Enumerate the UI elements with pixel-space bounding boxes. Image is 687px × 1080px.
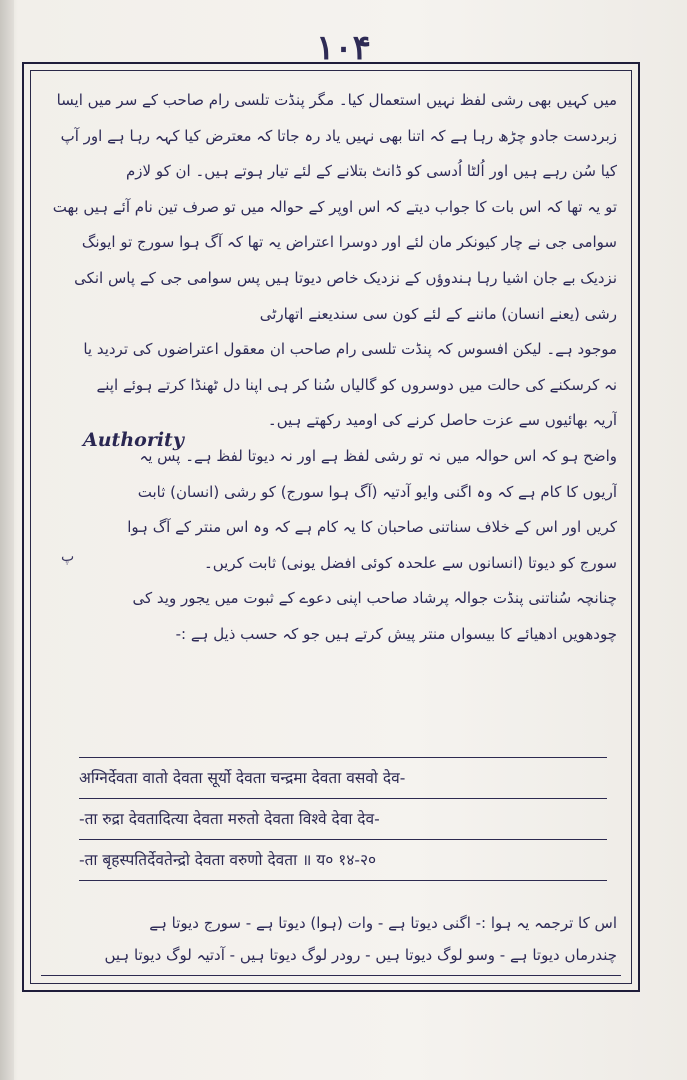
text-frame <box>22 62 640 992</box>
text-frame-inner <box>30 70 632 984</box>
verse-line: -ता बृहस्पतिर्देवतेन्द्रो देवता वरुणो देवता ॥ य० १४-२० <box>79 840 607 881</box>
translation-line: اس کا ترجمہ یہ ہوا :- اگنی دیوتا ہے - وات (ہوا) دیوتا ہے - سورج دیوتا ہے <box>149 914 617 932</box>
translation-text <box>51 907 617 971</box>
authority-margin-word: Authority <box>83 429 184 451</box>
body-line: چنانچہ سُناتنی پنڈت جوالہ پرشاد صاحب اپنی دعوے کے ثبوت میں یجور وید کی <box>132 589 617 608</box>
urdu-body-text <box>49 83 617 653</box>
page-number: ۱۰۴ <box>316 28 371 68</box>
body-line: چودھویں ادھیائے کا بیسواں منتر پیش کرتے ہیں جو کہ حسب ذیل ہے :- <box>175 624 617 643</box>
verse-line: -ता रुद्रा देवतादित्या देवता मरुतो देवता विश्वे देवा देव- <box>79 799 607 840</box>
body-line: رشی (یعنے انسان) ماننے کے لئے کون سی سندیعنے اتھارٹی <box>259 304 617 323</box>
body-line: کریں اور اس کے خلاف سناتنی صاحبان کا یہ کام ہے کہ وہ اس منتر کے آگ ہوا <box>127 518 617 537</box>
verse-line: अग्निर्देवता वातो देवता सूर्यो देवता चन्द्रमा देवता वसवो देव- <box>79 757 607 799</box>
body-line: نزدیک بے جان اشیا رہا ہندوؤں کے نزدیک خاص دیوتا ہیں پس سوامی جی کے پاس انکی <box>74 268 617 287</box>
margin-mark: پ <box>61 549 75 565</box>
body-line: کیا سُن رہے ہیں اور اُلٹا اُدسی کو ڈانٹ بتلانے کے لئے تیار ہوتے ہیں۔ ان کو لازم <box>125 162 617 181</box>
body-line: تو یہ تھا کہ اس بات کا جواب دیتے کہ اس اوپر کے حوالہ میں تو صرف تین نام آئے ہیں بھت <box>52 197 617 216</box>
body-line: میں کہیں بھی رشی لفظ نہیں استعمال کیا۔ مگر پنڈت تلسی رام صاحب کے سر میں ایسا <box>56 91 617 109</box>
translation-line: چندرماں دیوتا ہے - وسو لوگ دیوتا ہیں - رودر لوگ دیوتا ہیں - آدتیہ لوگ دیوتا ہیں <box>104 946 617 964</box>
body-line: واضح ہو کہ اس حوالہ میں نہ تو رشی لفظ ہے اور نہ دیوتا لفظ ہے۔ پس یہ <box>139 446 617 465</box>
page-binding-edge <box>0 0 14 1080</box>
body-line: آریوں کا کام ہے کہ وہ اگنی وایو آدتیہ (آگ ہوا سورج) کو رشی (انسان) ثابت <box>137 482 617 501</box>
sanskrit-verse <box>79 757 607 881</box>
body-line: سورج کو دیوتا (انسانوں سے علحدہ کوئی افضل یونی) ثابت کریں۔ <box>203 553 617 572</box>
body-line: سوامی جی نے چار کیونکر مان لئے اور دوسرا اعتراض یہ تھا کہ آگ ہوا سورج تو ایونگ <box>81 233 617 252</box>
body-line: آریہ بھائیوں سے عزت حاصل کرنے کی اومید رکھتے ہیں۔ <box>267 411 617 430</box>
body-line: موجود ہے۔ لیکن افسوس کہ پنڈت تلسی رام صاحب ان معقول اعتراضوں کی تردید یا <box>83 340 617 359</box>
body-line: زبردست جادو چڑھ رہا ہے کہ اتنا بھی نہیں یاد رہ جاتا کہ معترض کیا کہہ رہا ہے اور آپ <box>60 126 617 145</box>
body-line: نہ کرسکنے کی حالت میں دوسروں کو گالیاں سُنا کر ہی اپنا دل ٹھنڈا کرتے ہوئے اپنے <box>96 375 617 394</box>
bottom-divider <box>41 975 621 976</box>
